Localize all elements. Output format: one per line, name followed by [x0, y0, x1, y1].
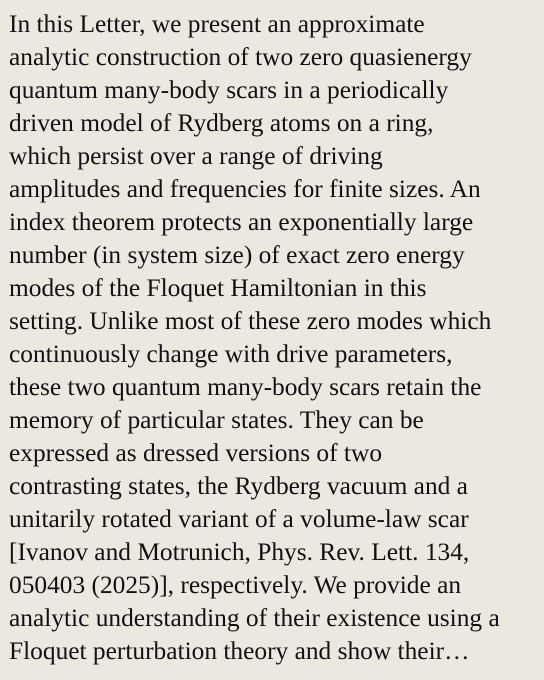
abstract-line: setting. Unlike most of these zero modes which	[9, 307, 492, 335]
abstract-line: index theorem protects an exponentially large	[9, 208, 474, 236]
abstract-line: expressed as dressed versions of two	[9, 439, 383, 467]
abstract-line: In this Letter, we present an approximate	[9, 10, 425, 38]
abstract-line: modes of the Floquet Hamiltonian in this	[9, 274, 427, 302]
abstract-line: memory of particular states. They can be	[9, 406, 424, 434]
abstract-line: amplitudes and frequencies for finite sizes. An	[9, 175, 481, 203]
abstract-line: which persist over a range of driving	[9, 142, 383, 170]
abstract-line: analytic understanding of their existence using a	[9, 604, 500, 632]
abstract-line: unitarily rotated variant of a volume-law scar	[9, 505, 469, 533]
abstract-line: continuously change with drive parameters,	[9, 340, 453, 368]
abstract-line: analytic construction of two zero quasienergy	[9, 43, 472, 71]
abstract-line: number (in system size) of exact zero energy	[9, 241, 465, 269]
abstract-text	[9, 8, 539, 668]
abstract-line: contrasting states, the Rydberg vacuum and a	[9, 472, 468, 500]
abstract-line: driven model of Rydberg atoms on a ring,	[9, 109, 434, 137]
abstract-line: quantum many-body scars in a periodically	[9, 76, 449, 104]
abstract-line: [Ivanov and Motrunich, Phys. Rev. Lett. 134,	[9, 538, 470, 566]
abstract-line: 050403 (2025)], respectively. We provide an	[9, 571, 462, 599]
abstract-line: Floquet perturbation theory and show their…	[9, 637, 470, 665]
abstract-line: these two quantum many-body scars retain the	[9, 373, 482, 401]
